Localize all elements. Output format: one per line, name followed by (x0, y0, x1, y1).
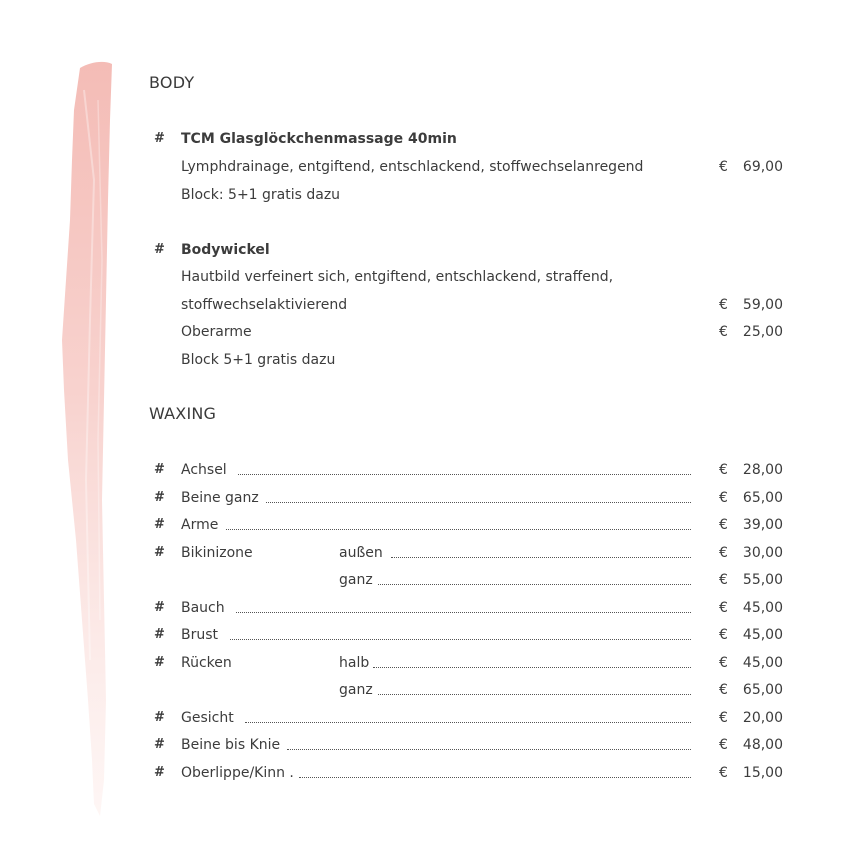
dot-leader (299, 777, 691, 778)
bullet: # (154, 242, 165, 257)
currency: € (719, 682, 728, 698)
bullet: # (154, 655, 165, 670)
currency: € (719, 600, 728, 616)
dot-leader (378, 584, 691, 585)
price-amount: 25,00 (742, 324, 783, 340)
bullet: # (154, 600, 165, 615)
bullet: # (154, 737, 165, 752)
currency: € (719, 324, 728, 340)
item-description: Oberarme (181, 324, 252, 340)
dot-leader (226, 529, 691, 530)
waxing-item-name: Arme (181, 517, 219, 533)
item-description: Block: 5+1 gratis dazu (181, 187, 341, 203)
bullet: # (154, 517, 165, 532)
waxing-item-variant: ganz (339, 572, 373, 588)
currency: € (719, 737, 728, 753)
price-amount: 15,00 (742, 765, 783, 781)
dot-leader (238, 474, 691, 475)
item-name: TCM Glasglöckchenmassage 40min (181, 131, 457, 147)
body-item-1 (0, 129, 850, 149)
currency: € (719, 297, 728, 313)
item-description: Lymphdrainage, entgiftend, entschlackend, stoffwechselanregend (181, 159, 644, 175)
waxing-row (0, 515, 850, 535)
bullet: # (154, 545, 165, 560)
price-amount: 45,00 (742, 600, 783, 616)
currency: € (719, 517, 728, 533)
body-item-1-line-2 (0, 185, 850, 205)
price-amount: 65,00 (742, 682, 783, 698)
price-amount: 65,00 (742, 490, 783, 506)
currency: € (719, 545, 728, 561)
currency: € (719, 572, 728, 588)
price-amount: 69,00 (742, 159, 783, 175)
body-item-2-line-4 (0, 350, 850, 370)
waxing-item-name: Brust (181, 627, 219, 643)
waxing-item-name: Gesicht (181, 710, 234, 726)
dot-leader (391, 557, 691, 558)
waxing-row (0, 460, 850, 480)
waxing-item-name: Bikinizone (181, 545, 253, 561)
price-amount: 28,00 (742, 462, 783, 478)
currency: € (719, 710, 728, 726)
item-description: Block 5+1 gratis dazu (181, 352, 336, 368)
body-item-1-line-1 (0, 157, 850, 177)
waxing-item-name: Oberlippe/Kinn . (181, 765, 294, 781)
section-title-body: BODY (149, 73, 195, 92)
item-description: stoffwechselaktivierend (181, 297, 348, 313)
bullet: # (154, 131, 165, 146)
waxing-row (0, 570, 850, 590)
waxing-item-variant: außen (339, 545, 383, 561)
price-amount: 48,00 (742, 737, 783, 753)
bullet: # (154, 490, 165, 505)
price-amount: 45,00 (742, 655, 783, 671)
currency: € (719, 490, 728, 506)
waxing-item-name: Achsel (181, 462, 227, 478)
body-item-2-line-1 (0, 267, 850, 287)
bullet: # (154, 765, 165, 780)
waxing-item-name: Rücken (181, 655, 232, 671)
body-item-2 (0, 240, 850, 260)
waxing-row (0, 680, 850, 700)
dot-leader (230, 639, 691, 640)
currency: € (719, 765, 728, 781)
dot-leader (236, 612, 691, 613)
bullet: # (154, 710, 165, 725)
currency: € (719, 627, 728, 643)
item-name: Bodywickel (181, 242, 270, 258)
waxing-item-name: Bauch (181, 600, 225, 616)
price-amount: 20,00 (742, 710, 783, 726)
dot-leader (287, 749, 691, 750)
waxing-row (0, 763, 850, 783)
waxing-item-variant: ganz (339, 682, 373, 698)
waxing-row (0, 625, 850, 645)
dot-leader (266, 502, 691, 503)
body-item-2-line-2 (0, 295, 850, 315)
waxing-item-name: Beine ganz (181, 490, 259, 506)
dot-leader (245, 722, 691, 723)
item-description: Hautbild verfeinert sich, entgiftend, entschlackend, straffend, (181, 269, 614, 285)
price-amount: 59,00 (742, 297, 783, 313)
dot-leader (378, 694, 691, 695)
waxing-row (0, 708, 850, 728)
waxing-item-name: Beine bis Knie (181, 737, 281, 753)
body-item-2-line-3 (0, 322, 850, 342)
waxing-row (0, 653, 850, 673)
waxing-row (0, 735, 850, 755)
currency: € (719, 655, 728, 671)
currency: € (719, 462, 728, 478)
waxing-item-variant: halb (339, 655, 370, 671)
price-amount: 45,00 (742, 627, 783, 643)
dot-leader (373, 667, 691, 668)
bullet: # (154, 462, 165, 477)
price-amount: 30,00 (742, 545, 783, 561)
bullet: # (154, 627, 165, 642)
section-title-waxing: WAXING (149, 404, 217, 423)
waxing-row (0, 598, 850, 618)
waxing-row (0, 543, 850, 563)
currency: € (719, 159, 728, 175)
price-amount: 55,00 (742, 572, 783, 588)
price-amount: 39,00 (742, 517, 783, 533)
waxing-row (0, 488, 850, 508)
